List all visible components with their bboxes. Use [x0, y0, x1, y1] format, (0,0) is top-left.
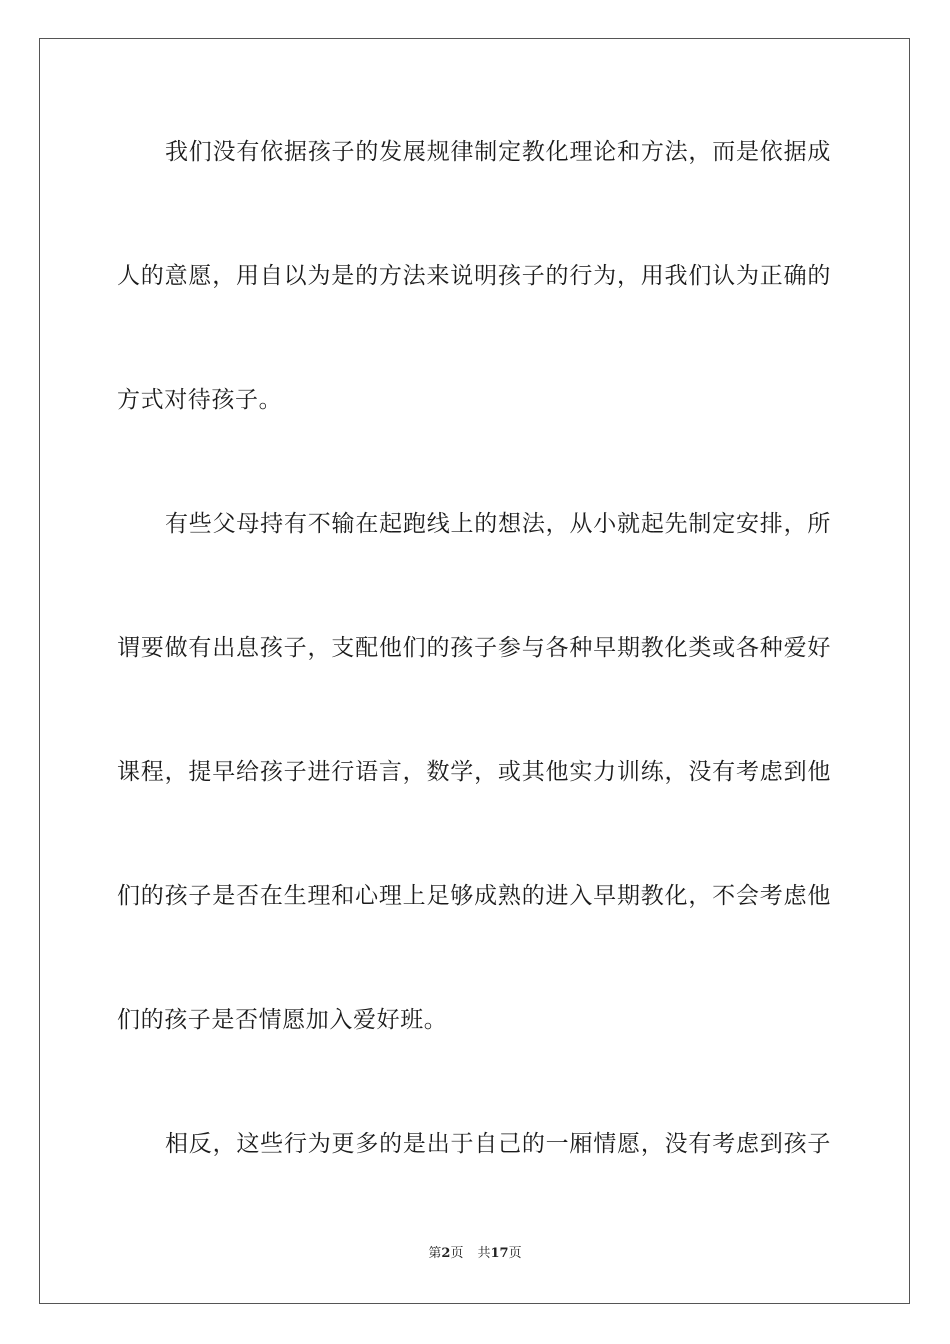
paragraph-2-line-1: 有些父母持有不输在起跑线上的想法，从小就起先制定安排，所	[165, 511, 831, 537]
paragraph-1-line-2: 人的意愿，用自以为是的方法来说明孩子的行为，用我们认为正确的	[117, 263, 831, 289]
paragraph-2-line-5: 们的孩子是否情愿加入爱好班。	[117, 1007, 448, 1033]
paragraph-1-line-1: 我们没有依据孩子的发展规律制定教化理论和方法，而是依据成	[165, 139, 831, 165]
total-pages: 17	[490, 1246, 509, 1261]
page-number: 2	[441, 1246, 451, 1261]
paragraph-2-line-4: 们的孩子是否在生理和心理上足够成熟的进入早期教化，不会考虑他	[117, 883, 831, 909]
page-footer	[0, 1245, 950, 1263]
paragraph-3-line-1: 相反，这些行为更多的是出于自己的一厢情愿，没有考虑到孩子	[165, 1131, 831, 1157]
total-prefix: 共	[477, 1246, 491, 1261]
total-suffix: 页	[508, 1246, 522, 1261]
page-border	[39, 38, 910, 1304]
paragraph-2-line-2: 谓要做有出息孩子，支配他们的孩子参与各种早期教化类或各种爱好	[117, 635, 831, 661]
page-prefix: 第	[428, 1246, 442, 1261]
paragraph-2-line-3: 课程，提早给孩子进行语言，数学，或其他实力训练，没有考虑到他	[117, 759, 831, 785]
paragraph-1-line-3: 方式对待孩子。	[117, 387, 283, 413]
page-suffix: 页	[450, 1246, 464, 1261]
